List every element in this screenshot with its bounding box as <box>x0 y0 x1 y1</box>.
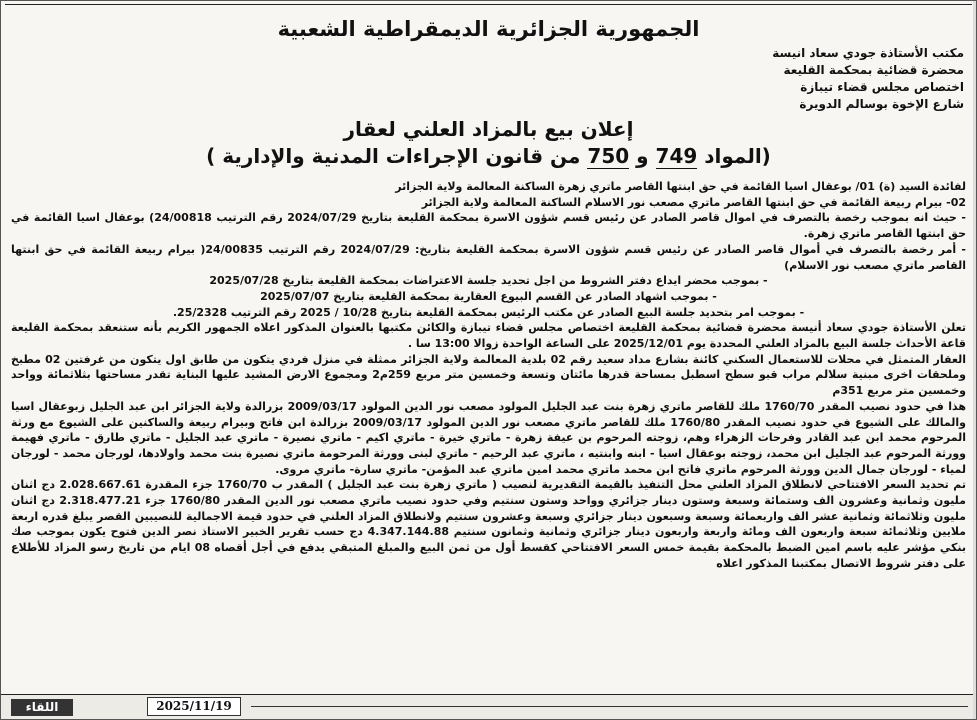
opening-price: تم تحديد السعر الافتتاحي لانطلاق المزاد العلني محل التنفيذ بالقيمة التقديرية لنصيب ( ماتري زهرة بنت عبد الجليل ) المقدر ب 1760/70 جزء المقدرة 2.028.667.61 دج اثنان مليون وثمانية وعشرون الف وستمائة وسبعة وستون دينار جزائري وواحد وستون سنتيم وفي حدود نصيب ماتري مصعب نور الدين المقدر 1760/80 جزء 2.318.477.21 دج اثنان مليون وثلاثمائة وثمانية عشر الف واربعمائة وسبعة وسبعون دينار جزائري وسبعة وعشرون سنتيم ولانطلاق المزاد العلني في حدود قيمة الاجمالية للنصيبين القصر يبلغ قدره اربعة ملايين وثلاثمائة سبعة واربعون الف ومائة واربعة واربعون دينار جزائري وثمانية وثمانون سنتيم 4.347.144.88 دج حسب تقرير الخبير الاستاذ نصر الدين فتوح يكون بموجب صك بنكي مؤشر عليه باسم امين الضبط بالمحكمة بقيمة خمس السعر الافتتاحي كقسط أول من ثمن البيع والمبلغ المتبقي يدفع في أجل أقصاه 08 ايام من تاريخ رسو المزاد للأطلاع على دفتر شروط الاتصال بمكتبنا المذكور اعلاه <box>11 478 966 570</box>
office-line: محضرة قضائية بمحكمة القليعة <box>783 63 964 77</box>
deposit-record: - بموجب محضر ايداع دفتر الشروط من اجل تحديد جلسة الاعتراضات بمحكمة القليعة بتاريخ 2025/07/28 <box>209 274 768 288</box>
office-line: مكتب الأستاذة جودي سعاد انيسة <box>772 46 964 60</box>
publication-footer <box>1 694 976 719</box>
subtitle-prefix: (المواد <box>704 144 771 168</box>
republic-header: الجمهورية الجزائرية الديمقراطية الشعبية <box>277 17 700 41</box>
sale-order: - بموجب امر بتحديد جلسة البيع الصادر عن مكتب الرئيس بمحكمة القليعة بتاريخ 10/28 / 2025 رقم الترتيب 25/2328. <box>172 305 805 319</box>
footer-rule <box>251 706 968 707</box>
office-address-block <box>704 45 964 113</box>
subtitle-suffix: من قانون الإجراءات المدنية والإدارية ) <box>206 144 581 168</box>
ownership-shares: هذا في حدود نصيب المقدر 1760/70 ملك للقاصر ماتري زهرة بنت عبد الجليل المولود مصعب نور الدين المولود 2009/03/17 بزرالدة ولاية الجزائر ابن عبد الجليل زبوعقال اسيا والمالك على الشيوع في حدود نصيب المقدر 1760/80 ملك للقاصر ماتري مصعب نور الدين المولود 2009/03/17 بزرالدة ابن فاتح وبيرام ربيعة والساكنين على الشيوع مع ورثة المرحوم محمد ابن عبد القادر وفرحات الزهراء وهم، زوجته المرحوم بن عيفة زهرة - ماتري خيرة - ماتري اكيم - ماتري نصيرة - ماتري عبد الجليل - ماتري طارق - ماتري فهيمة وورثة المرحوم عبد الجليل ابن محمد، زوجته بوعقال اسيا - ابنه وابنتيه ، ماتري عبد الرحيم - ماتري لبنى وورثة المرحومة ماتري نصيرة بنت محمد واولادها، لورجان محمد - لورجان لمياء - لورجان جمال الدين وورثة المرحوم ماتري فاتح ابن محمد ماتري محمد امين ماتري عبد المؤمن- ماتري سارة- ماتري مروى. <box>11 399 966 476</box>
office-line: شارع الإخوة بوسالم الدويرة <box>799 97 964 111</box>
newspaper-name: اللقاء <box>11 699 73 716</box>
beneficiary-2: 02- بيرام ربيعة القائمة في حق ابنتها القاصر ماتري مصعب نور الاسلام الساكنة المعالمة ولاية الجزائر <box>421 195 966 209</box>
announcement-title: إعلان بيع بالمزاد العلني لعقار <box>343 117 634 141</box>
publication-date: 2025/11/19 <box>147 697 241 716</box>
announcement-body <box>11 179 966 572</box>
office-line: اختصاص مجلس قضاء تيبازة <box>800 80 964 94</box>
beneficiary-1: لفائدة السيد (ة) 01/ بوعقال اسيا القائمة في حق ابنتها القاصر ماتري زهرة الساكنة المعالمة ولاية الجزائر <box>395 180 966 193</box>
scan-edge <box>973 1 976 719</box>
top-rule <box>5 4 972 5</box>
auction-notice: تعلن الأستاذة جودي سعاد أنيسة محضرة قضائية بمحكمة القليعة اختصاص مجلس قضاء تيبازة والكائن مكتبها بالعنوان المذكور اعلاه الجمهور الكريم بأنه ستنعقد بمحكمة القليعة قاعة الأحداث جلسة البيع بالمزاد العلني المحددة يوم 2025/12/01 على الساعة الواحدة زوالا 13:00 سا . <box>11 321 966 351</box>
subtitle-and: و <box>636 144 649 168</box>
article-749: 749 <box>655 144 698 168</box>
authorization-1: - حيث انه بموجب رخصة بالتصرف في اموال قاصر الصادر عن رئيس قسم شؤون الاسرة بمحكمة القليعة بتاريخ 2024/07/29 رقم الترتيب 24/00818) بوعقال اسيا القائمة في حق ابنتها القاصر ماتري زهرة. <box>11 211 966 241</box>
property-description: العقار المتمثل في محلات للاستعمال السكني كائنة بشارع مداد سعيد رقم 02 بلدية المعالمة ولاية الجزائر ممثلة في منزل فردي يتكون من طابق اول يتكون من غرفتين 02 مطبخ وملحقات اخرى مبنية سلالم مراب قبو سطح اسطبل بمساحة قدرها مائتان وتسعة وخمسين متر مربع 259م2 ومجموع الارض المشيد عليها البناية تقدر مساحتها بثلاثمائة وواحد وخمسين متر مربع 351م <box>11 352 967 398</box>
article-750: 750 <box>587 144 630 168</box>
articles-subtitle <box>121 144 856 168</box>
authorization-2: - أمر رخصة بالتصرف في أموال قاصر الصادر عن رئيس قسم شؤون الاسرة بمحكمة القليعة بتاريخ: 2024/07/29 رقم الترتيب 24/00835( بيرام ربيعة القائمة في حق ابنتها القاصر ماتري مصعب نور الاسلام) <box>11 242 966 272</box>
certification: - بموجب اشهاد الصادر عن القسم البيوع العقارية بمحكمة القليعة بتاريخ 2025/07/07 <box>260 289 717 303</box>
